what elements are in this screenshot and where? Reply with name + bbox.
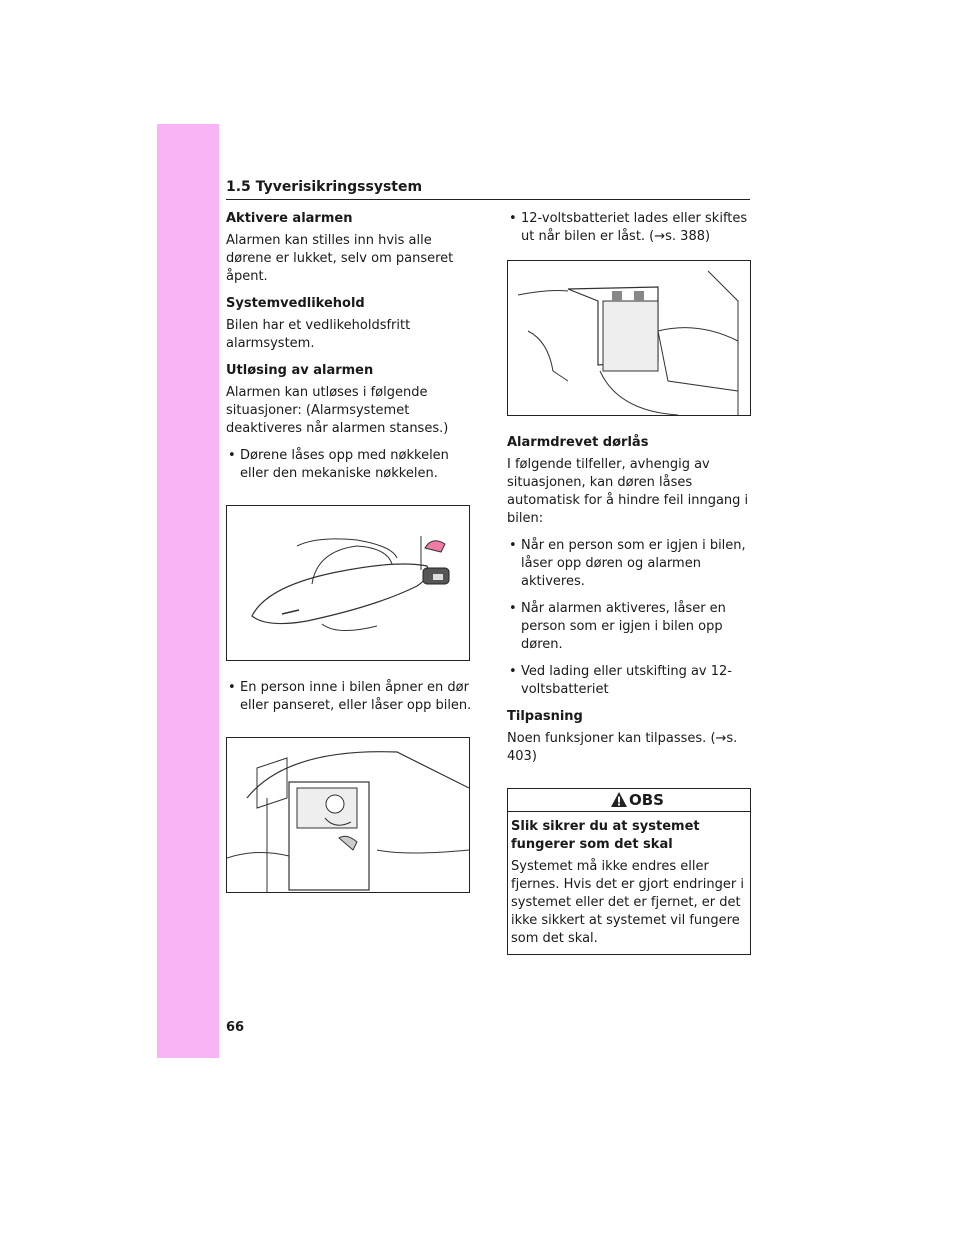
heading-activate-alarm: Aktivere alarmen <box>226 211 353 226</box>
right-column <box>507 210 753 955</box>
paragraph-system-maintenance: Bilen har et vedlikeholdsfritt alarmsystem. <box>226 318 411 351</box>
section-divider <box>226 199 750 200</box>
car-door-person-illustration <box>226 737 470 893</box>
battery-replacement-illustration <box>507 260 751 416</box>
paragraph-alarm-trigger: Alarmen kan utløses i følgende situasjoner: (Alarmsystemet deaktiveres når alarmen stanses.) <box>226 385 449 436</box>
paragraph-activate-alarm: Alarmen kan stilles inn hvis alle dørene er lukket, selv om panseret åpent. <box>226 233 454 284</box>
list-item: • 12-voltsbatteriet lades eller skiftes ut når bilen er låst. (→s. 388) <box>507 210 753 246</box>
obs-label: OBS <box>629 791 664 809</box>
door-handle-key-illustration <box>226 505 470 661</box>
heading-system-maintenance: Systemvedlikehold <box>226 296 365 311</box>
paragraph-customization: Noen funksjoner kan tilpasses. (→s. 403) <box>507 731 738 764</box>
list-item: • Når en person som er igjen i bilen, låser opp døren og alarmen aktiveres. <box>507 537 753 591</box>
page-number: 66 <box>226 1020 245 1035</box>
obs-header <box>508 789 750 812</box>
section-side-tab <box>157 124 219 1058</box>
heading-alarm-door-lock: Alarmdrevet dørlås <box>507 435 649 450</box>
list-item: • Dørene låses opp med nøkkelen eller den mekaniske nøkkelen. <box>226 447 472 483</box>
list-item: • Ved lading eller utskifting av 12-voltsbatteriet <box>507 663 753 699</box>
obs-notice-box <box>507 788 751 955</box>
left-column <box>226 210 472 911</box>
section-title: 1.5 Tyverisikringssystem <box>226 179 423 195</box>
obs-title: Slik sikrer du at systemet fungerer som det skal <box>511 819 700 852</box>
heading-alarm-trigger: Utløsing av alarmen <box>226 363 374 378</box>
heading-customization: Tilpasning <box>507 709 583 724</box>
warning-triangle-icon <box>611 792 627 813</box>
obs-body-text: Systemet må ikke endres eller fjernes. Hvis det er gjort endringer i systemet eller det er fjernet, er det ikke sikkert at systemet vil fungere som det skal. <box>511 859 744 946</box>
list-item: • En person inne i bilen åpner en dør eller panseret, eller låser opp bilen. <box>226 679 472 715</box>
list-item: • Når alarmen aktiveres, låser en person som er igjen i bilen opp døren. <box>507 600 753 654</box>
paragraph-alarm-door-lock: I følgende tilfeller, avhengig av situasjonen, kan døren låses automatisk for å hindre feil inngang i bilen: <box>507 457 749 526</box>
